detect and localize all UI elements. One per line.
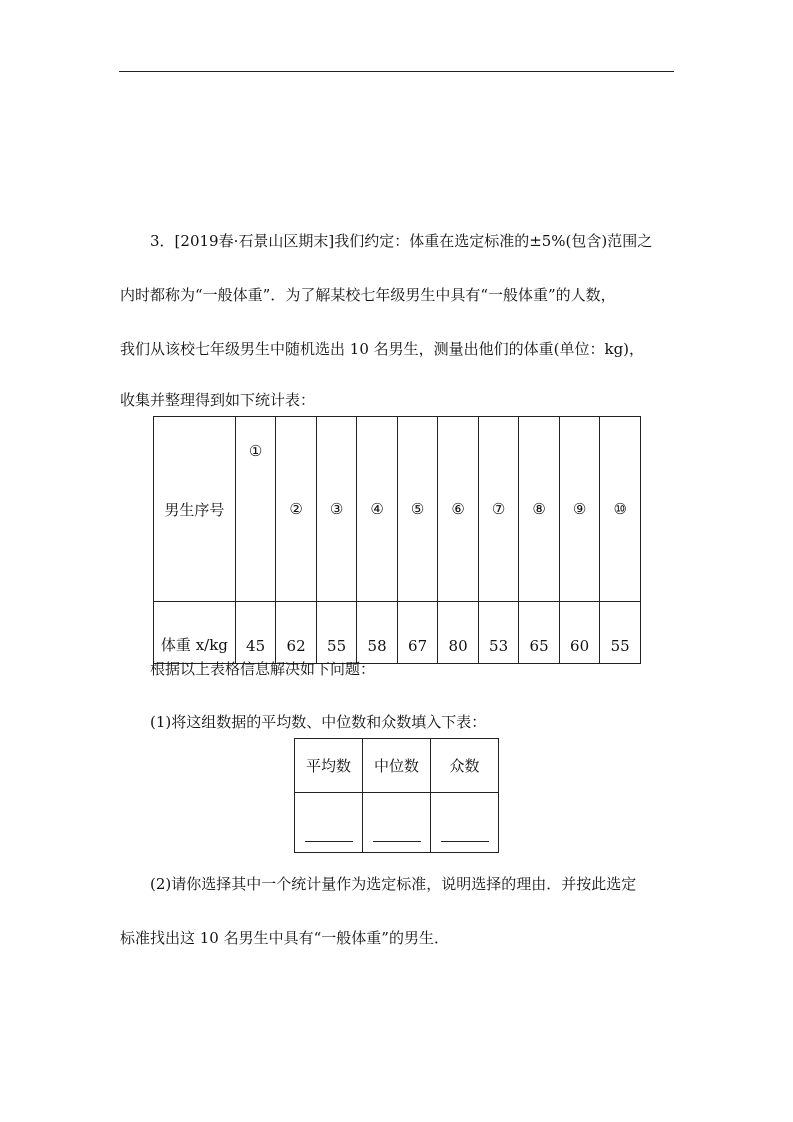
header-mean: 平均数 [295,739,363,793]
weight-cell: 60 [559,602,600,664]
row-header-weight: 体重 x/kg [154,602,236,664]
answer-blank [373,840,421,842]
instruction-text: 根据以上表格信息解决如下问题： [150,660,376,678]
table-row [295,793,499,853]
id-cell: ③ [316,417,357,602]
answer-blank [441,840,489,842]
id-cell: ⑧ [519,417,560,602]
stats-table [294,738,499,853]
id-cell: ④ [357,417,398,602]
question-2-line-2: 标准找出这 10 名男生中具有“一般体重”的男生． [120,929,449,947]
id-cell: ⑨ [559,417,600,602]
weight-cell: 45 [235,602,276,664]
question-1: (1)将这组数据的平均数、中位数和众数填入下表： [150,713,487,731]
weight-cell: 67 [397,602,438,664]
answer-blank [305,840,353,842]
weight-cell: 55 [316,602,357,664]
weight-table [153,416,641,664]
problem-line-4: 收集并整理得到如下统计表： [120,391,316,409]
header-mode: 众数 [431,739,499,793]
answer-mean[interactable] [295,793,363,853]
table-row [154,602,641,664]
weight-cell: 55 [600,602,641,664]
answer-median[interactable] [363,793,431,853]
row-header-ids: 男生序号 [154,417,236,602]
question-2-line-1: (2)请你选择其中一个统计量作为选定标准，说明选择的理由．并按此选定 [150,875,637,893]
problem-line-2: 内时都称为“一般体重”．为了解某校七年级男生中具有“一般体重”的人数， [120,286,616,304]
weight-cell: 65 [519,602,560,664]
header-median: 中位数 [363,739,431,793]
weight-cell: 53 [478,602,519,664]
id-cell: ⑩ [600,417,641,602]
table-row [154,417,641,602]
table-row [295,739,499,793]
header-rule [119,71,674,72]
weight-cell: 58 [357,602,398,664]
id-cell: ⑥ [438,417,479,602]
answer-mode[interactable] [431,793,499,853]
id-cell: ② [276,417,317,602]
id-cell: ⑦ [478,417,519,602]
problem-line-1: 3．[2019春·石景山区期末]我们约定：体重在选定标准的±5%(包含)范围之 [150,232,653,250]
id-cell: ⑤ [397,417,438,602]
weight-cell: 80 [438,602,479,664]
weight-cell: 62 [276,602,317,664]
id-cell: ① [235,417,276,602]
problem-line-3: 我们从该校七年级男生中随机选出 10 名男生，测量出他们的体重(单位：kg)， [120,340,645,358]
